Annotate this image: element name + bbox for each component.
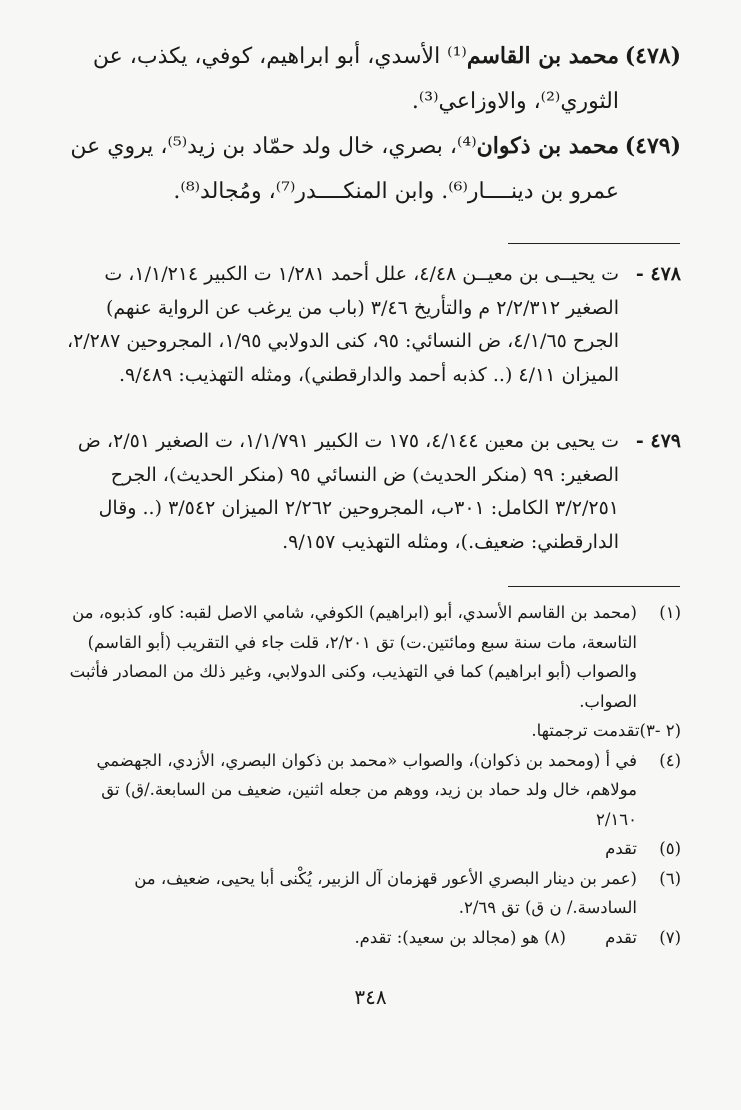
entry-479 <box>61 124 681 214</box>
footnote-number: (٧) <box>659 927 681 947</box>
divider <box>508 243 680 244</box>
reference-text: ت يحيى بن معين ٤/١٤٤، ١٧٥ ت الكبير ١/١/٧٩١، ت الصغير ٢/٥١، ض الصغير: ٩٩ (منكر الحديث) ض النسائي ٩٥ (منكر الحديث)، الجرح ٣/٢/٢٥١ الكامل: ٣٠١ب، المجروحين ٢/٢٦٢ الميزان ٣/٥٤٢ (.. وقال الدارقطني: ضعيف.)، ومثله التهذيب ٩/١٥٧. <box>77 430 619 553</box>
reference-entry <box>61 425 681 559</box>
reference-text: ت يحيــى بن معيــن ٤/٤٨، علل أحمد ١/٢٨١ ت الكبير ١/١/٢١٤، ت الصغير ٢/٢/٣١٢ م والتأريخ ٣/٤٦ (باب من يرغب عن الرواية عنهم) الجرح ٤/١/٦٥، ض النسائي: ٩٥، كنى الدولابي ١/٩٥، المجروحين ٢/٢٨٧، الميزان ٤/١١ (.. كذبه أحمد والدارقطني)، ومثله التهذيب: ٩/٤٨٩. <box>66 263 619 386</box>
reference-entry <box>61 258 681 392</box>
footnote-6 <box>61 864 681 923</box>
footnote-2-3 <box>61 716 681 746</box>
footnote-number: (٢ -٣) <box>639 721 681 740</box>
footnote-text: تقدم <box>605 927 637 947</box>
reference-479 <box>61 425 681 559</box>
footnote-number: (٤) <box>659 750 681 770</box>
entry-478 <box>61 34 681 124</box>
footnote-divider <box>508 586 680 587</box>
footnote-number: (١) <box>659 603 681 622</box>
entry-number: (٤٧٩) <box>624 133 681 159</box>
footnote-text: تقدم <box>605 839 637 858</box>
footnote-number: (٥) <box>659 839 681 858</box>
narrator-name: محمد بن القاسم <box>466 43 619 69</box>
reference-478 <box>61 258 681 392</box>
footnotes <box>61 598 681 952</box>
footnote-7-8 <box>61 923 681 953</box>
entry-number: (٤٧٨) <box>624 43 681 69</box>
footnote-text: (عمر بن دينار البصري الأعور قهزمان آل الزبير، يُكْنى أبا يحيى، ضعيف، من السادسة./ ن ق) تق ٢/٦٩. <box>134 868 637 917</box>
footnote-number: (٦) <box>659 868 681 888</box>
footnote-number: (٨) <box>544 927 566 947</box>
reference-number: ٤٧٩ - <box>635 430 681 452</box>
footnote-5 <box>61 834 681 864</box>
main-entries <box>61 34 681 214</box>
footnote-text: في أ (ومحمد بن ذكوان)، والصواب «محمد بن ذكوان البصري، الأزدي، الجهضمي مولاهم، خال ولد حماد بن زيد، ووهم من جعله اثنين، ضعيف من السابعة./ق) تق ٢/١٦٠ <box>96 750 637 829</box>
footnote-4 <box>61 746 681 835</box>
footnote-text: تقدمت ترجمتها. <box>531 721 640 740</box>
entry-text: ⁽¹⁾ الأسدي، أبو ابراهيم، كوفي، يكذب، عن الثوري⁽²⁾، والاوزاعي⁽³⁾. <box>92 44 619 114</box>
reference-number: ٤٧٨ - <box>635 263 681 285</box>
entry-text: ⁽⁴⁾، بصري، خال ولد حمّاد بن زيد⁽⁵⁾، يروي عن عمرو بن دينــــار⁽⁶⁾. وابن المنكــــدر⁽⁷⁾، ومُجالد⁽⁸⁾. <box>70 134 619 204</box>
footnote-1 <box>61 598 681 716</box>
page-number: ٣٤٨ <box>354 985 387 1009</box>
narrator-name: محمد بن ذكوان <box>476 133 619 159</box>
footnote-text: (محمد بن القاسم الأسدي، أبو (ابراهيم) الكوفي، شامي الاصل لقبه: كاو، كذبوه، من التاسعة، مات سنة سبع ومائتين.ت) تق ٢/٢٠١، قلت جاء في التقريب (أبو القاسم) والصواب (أبو ابراهيم) كما في التهذيب، وكنى الدولابي، وغير ذلك من المصادر فأثبت الصواب. <box>69 603 637 711</box>
footnote-text: هو (مجالد بن سعيد): تقدم. <box>354 927 539 947</box>
